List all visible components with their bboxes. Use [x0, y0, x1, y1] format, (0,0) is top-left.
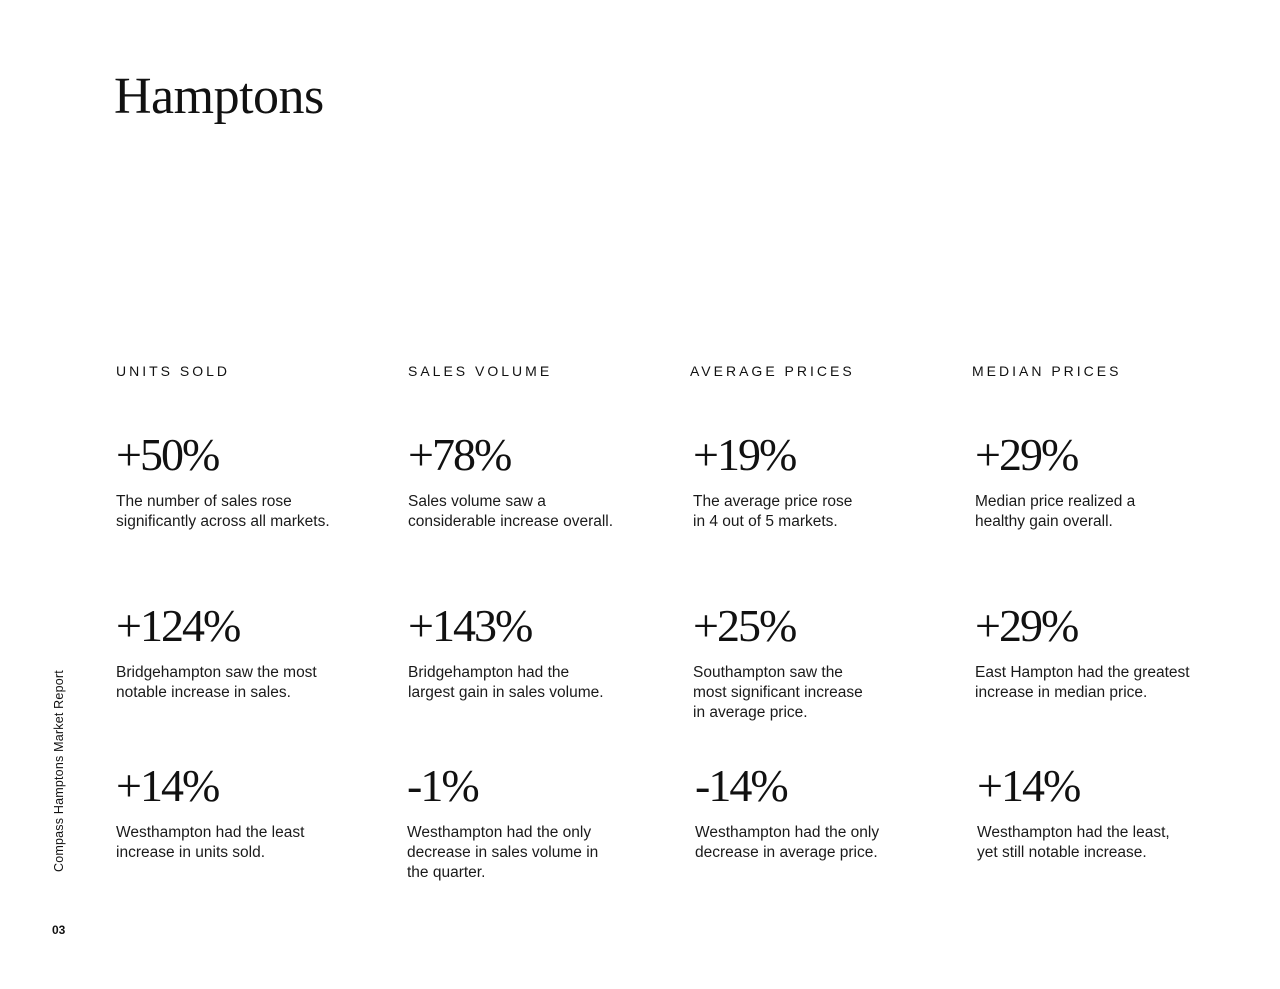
stat-description: Southampton saw the most significant increase in average price. — [693, 664, 863, 721]
stat-median-prices-highest — [975, 600, 1225, 703]
stat-description: Westhampton had the least increase in units sold. — [116, 824, 305, 861]
stat-description: The number of sales rose significantly across all markets. — [116, 493, 330, 530]
page-number: 03 — [52, 923, 66, 937]
stat-average-prices-overall — [693, 429, 943, 532]
stat-description: Sales volume saw a considerable increase overall. — [408, 493, 614, 530]
stat-sales-volume-lowest — [407, 760, 657, 882]
stat-average-prices-highest — [693, 600, 943, 722]
header-sales-volume: SALES VOLUME — [408, 363, 553, 379]
stat-value: +78% — [408, 429, 511, 480]
stat-value: +14% — [116, 760, 219, 811]
stat-value: +124% — [116, 600, 240, 651]
stat-sales-volume-highest — [408, 600, 658, 703]
stat-average-prices-lowest — [695, 760, 945, 863]
stat-value: -14% — [695, 760, 787, 811]
header-median-prices: MEDIAN PRICES — [972, 363, 1122, 379]
stat-median-prices-lowest — [977, 760, 1227, 863]
stat-description: Westhampton had the only decrease in average price. — [695, 824, 880, 861]
stat-units-sold-highest — [116, 600, 366, 703]
header-average-prices: AVERAGE PRICES — [690, 363, 855, 379]
stat-median-prices-overall — [975, 429, 1225, 532]
stat-description: East Hampton had the greatest increase in median price. — [975, 664, 1190, 701]
stat-value: +143% — [408, 600, 532, 651]
stat-value: +29% — [975, 600, 1078, 651]
stat-value: +29% — [975, 429, 1078, 480]
stat-value: +50% — [116, 429, 219, 480]
stat-sales-volume-overall — [408, 429, 658, 532]
stat-description: Bridgehampton had the largest gain in sales volume. — [408, 664, 604, 701]
stat-description: Bridgehampton saw the most notable increase in sales. — [116, 664, 317, 701]
stat-description: Median price realized a healthy gain overall. — [975, 493, 1136, 530]
stat-value: -1% — [407, 760, 478, 811]
stat-value: +25% — [693, 600, 796, 651]
header-units-sold: UNITS SOLD — [116, 363, 231, 379]
report-side-label: Compass Hamptons Market Report — [52, 670, 66, 872]
stat-units-sold-overall — [116, 429, 366, 532]
stat-description: Westhampton had the only decrease in sales volume in the quarter. — [407, 824, 599, 881]
stat-value: +14% — [977, 760, 1080, 811]
stat-description: The average price rose in 4 out of 5 markets. — [693, 493, 853, 530]
stat-description: Westhampton had the least, yet still notable increase. — [977, 824, 1170, 861]
stat-units-sold-lowest — [116, 760, 366, 863]
page-title: Hamptons — [114, 68, 324, 125]
stat-value: +19% — [693, 429, 796, 480]
